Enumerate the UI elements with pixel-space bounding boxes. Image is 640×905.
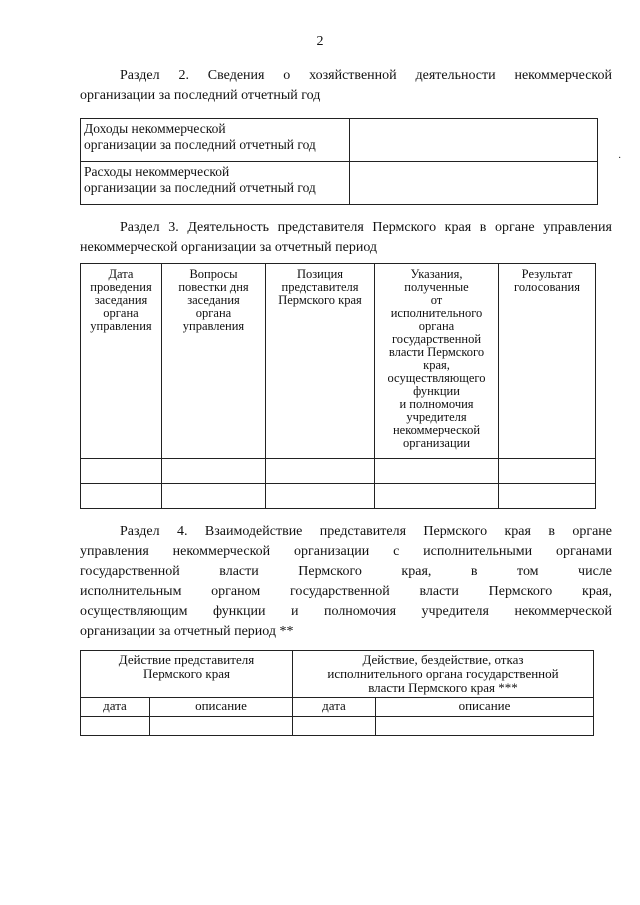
section4-title-line: государственной власти Пермского края, в том числе xyxy=(80,564,612,579)
section4-title-line: исполнительным органом государственной власти Пермского края, xyxy=(80,584,612,599)
col-agenda-questions: Вопросы повестки дня заседания органа управления xyxy=(162,264,266,459)
section2-title-line: Раздел 2. Сведения о хозяйственной деятельности некоммерческой xyxy=(120,68,612,83)
label-line: Расходы некоммерческой xyxy=(84,164,230,179)
table-row xyxy=(81,717,594,736)
col-representative-position: Позиция представителя Пермского края xyxy=(266,264,375,459)
label-line: организации за последний отчетный год xyxy=(84,180,316,195)
section4-title-line: Раздел 4. Взаимодействие представителя Пермского края в органе xyxy=(120,524,612,539)
section3-title-line: некоммерческой организации за отчетный период xyxy=(80,240,378,255)
section3-title-line: Раздел 3. Деятельность представителя Пермского края в органе управления xyxy=(120,220,612,235)
section4-title-line: управления некоммерческой организации с исполнительными органами xyxy=(80,544,612,559)
table-row xyxy=(81,162,598,205)
col-group-representative-action: Действие представителя Пермского края xyxy=(81,651,293,698)
table-row xyxy=(81,119,598,162)
col-rep-description: описание xyxy=(150,698,293,717)
col-authority-date: дата xyxy=(293,698,376,717)
col-voting-result: Результат голосования xyxy=(499,264,596,459)
section2-table xyxy=(80,118,598,205)
section4-title-line: организации за отчетный период ** xyxy=(80,624,294,639)
section4-table xyxy=(80,650,594,736)
income-value-cell xyxy=(350,119,598,162)
col-meeting-date: Дата проведения заседания органа управления xyxy=(81,264,162,459)
label-line: организации за последний отчетный год xyxy=(84,137,316,152)
section3-title xyxy=(80,218,612,258)
group-header-row xyxy=(81,651,594,698)
section4-title xyxy=(80,522,612,642)
table-row xyxy=(81,484,596,509)
table-row xyxy=(81,459,596,484)
col-instructions: Указания, полученные от исполнительного органа государственной власти Пермского края, осуществляющего функции и полномочия учредителя некоммерческой организации xyxy=(375,264,499,459)
margin-dot: · xyxy=(618,153,622,164)
expense-label xyxy=(81,162,350,205)
header-row xyxy=(81,264,596,459)
section2-title-line: организации за последний отчетный год xyxy=(80,88,321,103)
sub-header-row xyxy=(81,698,594,717)
section4-title-line: осуществляющим функции и полномочия учредителя некоммерческой xyxy=(80,604,612,619)
col-group-authority-action: Действие, бездействие, отказ исполнительного органа государственной власти Пермского края *** xyxy=(293,651,594,698)
col-authority-description: описание xyxy=(376,698,594,717)
income-label xyxy=(81,119,350,162)
page-number: 2 xyxy=(316,34,324,49)
section2-title xyxy=(80,66,612,106)
col-rep-date: дата xyxy=(81,698,150,717)
expense-value-cell xyxy=(350,162,598,205)
section3-table xyxy=(80,263,596,509)
label-line: Доходы некоммерческой xyxy=(84,121,226,136)
